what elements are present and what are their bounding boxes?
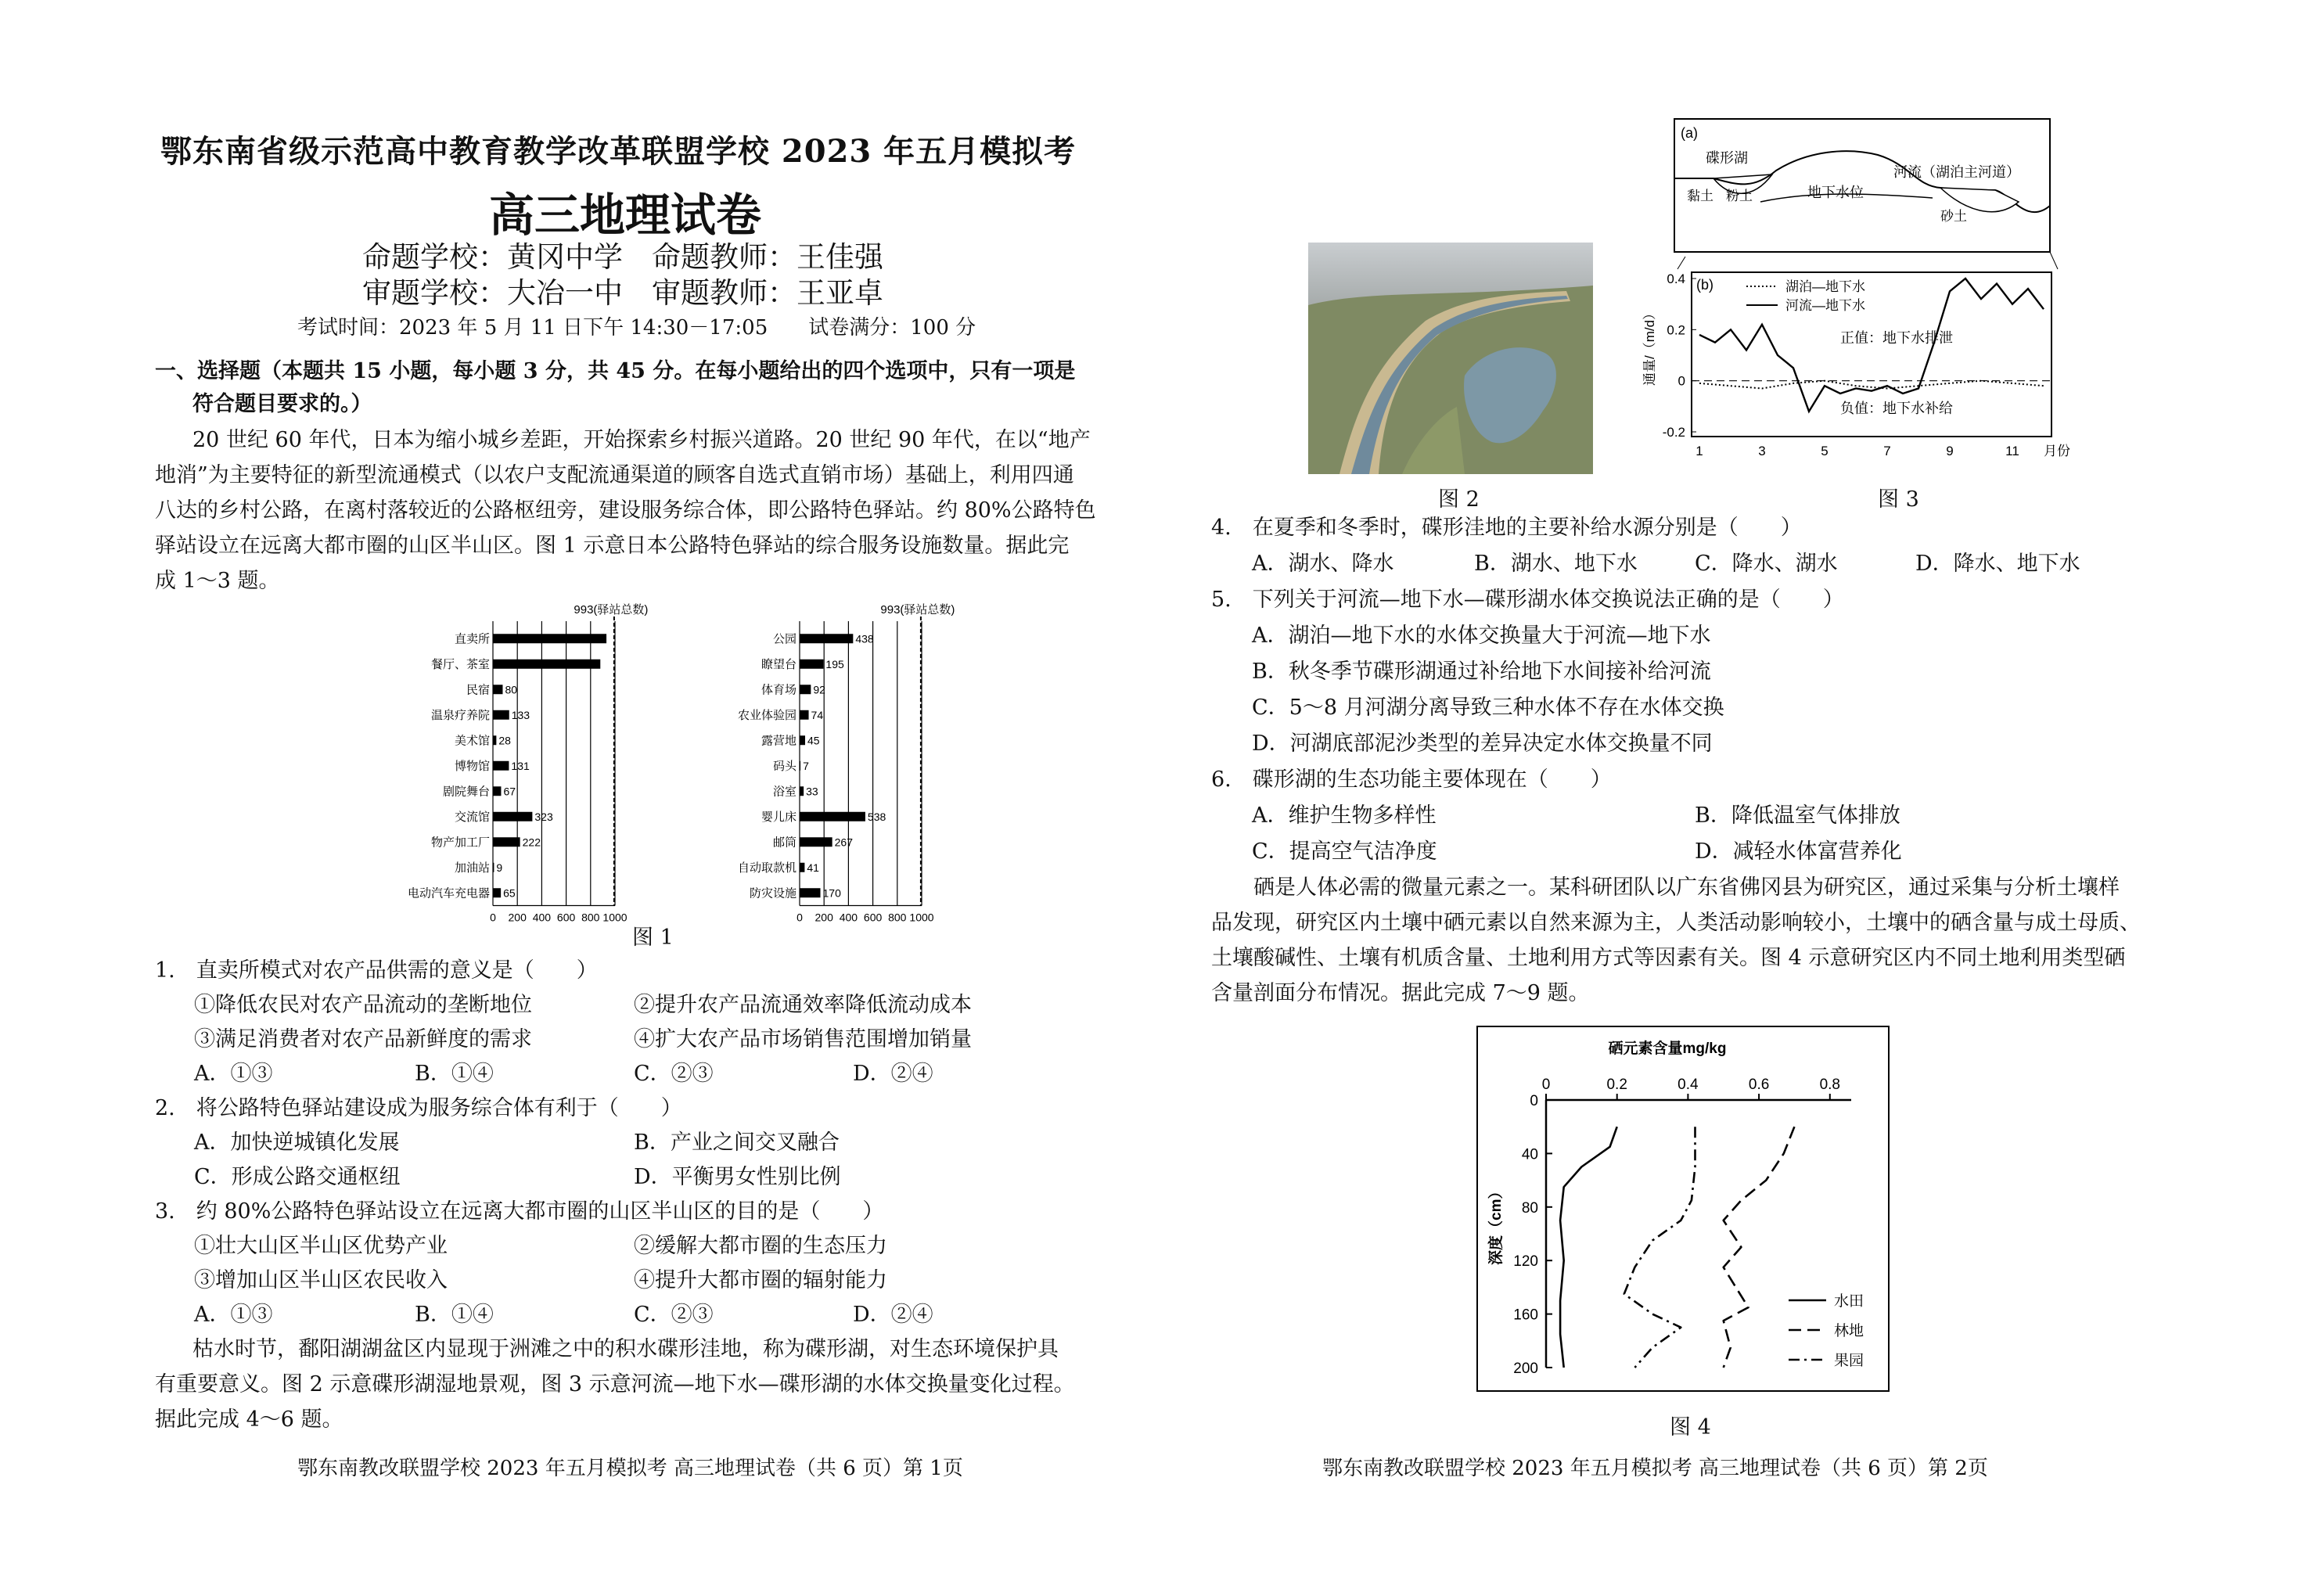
q1-statement: ②提升农产品流通效率降低流动成本 [634,993,972,1017]
data-label: 80 [505,683,518,696]
q3-stem: 3. 约 80%公路特色驿站设立在远离大都市圈的山区半山区的目的是（ ） [155,1199,884,1224]
bar [800,685,811,694]
bar [800,812,865,821]
y-axis-label: 深度（cm） [1488,1184,1505,1265]
data-label: 7 [803,759,809,772]
category-label: 加油站 [454,861,490,875]
data-label: 267 [834,836,854,849]
y-tick-label: 40 [1521,1146,1538,1163]
x-tick-label: 200 [814,911,833,924]
y-tick-label: 120 [1513,1253,1538,1271]
panel-b-label: (b) [1696,277,1713,293]
category-label: 物产加工厂 [430,836,490,850]
q6-option-b[interactable]: B．降低温室气体排放 [1695,803,1900,828]
figure-1-caption: 图 1 [632,926,674,950]
x-tick-label: 600 [556,911,576,924]
q1-option-c[interactable]: C．②③ [634,1062,714,1086]
q6-option-c[interactable]: C．提高空气洁净度 [1252,839,1437,864]
passage-line: 20 世纪 60 年代，日本为缩小城乡差距，开始探索乡村振兴道路。20 世纪 90 年代，在以“地产 [192,428,1091,452]
x-tick-label: 1 [1695,444,1703,458]
data-label: 438 [855,632,874,645]
section-heading: 一、选择题（本题共 15 小题，每小题 3 分，共 45 分。在每小题给出的四个选项中，只有一项是 [155,359,1076,383]
q5-stem: 5. 下列关于河流—地下水—碟形湖水体交换说法正确的是（ ） [1211,588,1844,612]
category-label: 餐厅、茶室 [430,657,490,671]
x-tick-label: 9 [1946,444,1954,458]
sand-label: 砂土 [1940,209,1967,224]
data-label: 33 [806,785,818,798]
x-tick-label: 0.6 [1748,1077,1770,1093]
q2-option-b[interactable]: B．产业之间交叉融合 [634,1130,840,1155]
y-tick-label: 80 [1521,1199,1538,1217]
category-label: 民宿 [466,683,490,697]
category-label: 体育场 [761,683,797,697]
exam-info: 考试时间：2023 年 5 月 11 日下午 14:30－17:05 试卷满分：100 分 [297,316,976,340]
bar [493,685,502,694]
q3-option-b[interactable]: B．①④ [415,1303,494,1327]
x-tick-label: 0 [797,911,803,924]
annotation-positive: 正值：地下水排泄 [1840,330,1953,346]
bar [800,710,809,720]
reference-label: 993(驿站总数) [574,603,649,616]
dish-lake-label: 碟形湖 [1706,150,1748,166]
figure-2-photo [1308,243,1593,474]
x-tick-label: 11 [2005,444,2019,458]
exam-title: 鄂东南省级示范高中教育教学改革联盟学校 2023 年五月模拟考 [160,133,1077,170]
x-tick-label: 200 [508,911,527,924]
x-tick-label: 800 [888,911,907,924]
data-label: 131 [511,759,530,772]
category-label: 电动汽车充电器 [407,886,490,900]
bar [800,660,823,669]
reference-label: 993(驿站总数) [880,603,955,616]
q5-option-d[interactable]: D．河湖底部泥沙类型的差异决定水体交换量不同 [1252,732,1713,756]
x-tick-label: 800 [581,911,600,924]
bar [493,660,600,669]
y-tick-label: 200 [1513,1361,1538,1377]
data-label: 538 [867,810,886,823]
bar [800,888,821,897]
q2-stem: 2. 将公路特色驿站建设成为服务综合体有利于（ ） [155,1096,682,1120]
figure-2-caption: 图 2 [1438,487,1480,512]
category-label: 码头 [772,759,797,773]
q6-stem: 6. 碟形湖的生态功能主要体现在（ ） [1211,767,1612,792]
category-label: 交流馆 [454,810,490,824]
section-heading-cont: 符合题目要求的。） [192,392,372,416]
passage-line: 枯水时节，鄱阳湖湖盆区内显现于洲滩之中的积水碟形洼地，称为碟形湖，对生态环境保护具 [192,1337,1059,1361]
legend-label: 湖泊—地下水 [1785,279,1865,294]
figure-3-caption: 图 3 [1878,487,1919,512]
q3-option-a[interactable]: A．①③ [194,1303,273,1327]
q6-option-d[interactable]: D．减轻水体富营养化 [1695,839,1902,864]
panel-a-label: (a) [1681,125,1698,141]
passage-3 [1211,870,2181,1011]
q5-option-a[interactable]: A．湖泊—地下水的水体交换量大于河流—地下水 [1252,624,1711,648]
data-label: 195 [825,657,844,670]
bar [493,786,501,796]
bar [493,634,606,643]
category-label: 浴室 [772,785,797,799]
x-tick-label: 7 [1883,444,1891,458]
x-axis-label: 月份 [2044,444,2070,458]
chart-title: 硒元素含量mg/kg [1608,1041,1727,1057]
data-label: 222 [522,836,541,849]
legend-label: 水田 [1834,1293,1864,1310]
figure-4-caption: 图 4 [1670,1415,1711,1440]
q1-stem: 1. 直卖所模式对农产品供需的意义是（ ） [155,958,598,983]
bar [493,837,520,847]
q1-statement: ①降低农民对农产品流动的垄断地位 [194,993,532,1017]
bar [493,761,509,771]
bar [493,812,532,821]
x-tick-label: 0.2 [1606,1077,1627,1093]
category-label: 博物馆 [454,759,490,773]
data-label: 65 [503,886,516,900]
category-label: 自动取款机 [737,861,797,875]
q1-option-a[interactable]: A．①③ [194,1062,273,1086]
legend-label: 林地 [1834,1323,1864,1339]
y-tick-label: -0.2 [1662,425,1685,440]
footer-page-2: 鄂东南教改联盟学校 2023 年五月模拟考 高三地理试卷（共 6 页）第 2页 [1322,1457,1988,1480]
y-tick-label: 0 [1678,373,1685,389]
clay-label: 黏土 [1687,189,1713,203]
x-tick-label: 0 [1541,1077,1551,1093]
legend-label: 果园 [1834,1353,1864,1369]
silt-label: 粉土 [1726,189,1753,203]
q1-option-d[interactable]: D．②④ [853,1062,933,1086]
data-label: 170 [822,886,841,900]
q1-statement: ④扩大农产品市场销售范围增加销量 [634,1027,972,1051]
y-tick-label: 0 [1530,1093,1538,1109]
data-label: 41 [807,861,819,874]
category-label: 邮筒 [772,836,797,850]
connector [1678,252,2058,269]
q3-option-c[interactable]: C．②③ [634,1303,714,1327]
bar [493,863,494,872]
bar [493,735,496,745]
q1-option-b[interactable]: B．①④ [415,1062,494,1086]
category-label: 公园 [772,632,797,646]
q3-option-d[interactable]: D．②④ [853,1303,933,1327]
passage-line: 据此完成 4～6 题。 [155,1407,343,1432]
q4-option-c[interactable]: C．降水、湖水 [1695,552,1838,576]
data-label: 45 [807,734,820,747]
passage-line: 成 1～3 题。 [155,569,280,593]
y-tick-label: 0.2 [1667,322,1685,338]
reviewer-line: 审题学校：大冶一中 审题教师：王亚卓 [362,276,883,310]
x-tick-label: 0 [490,911,496,924]
category-label: 瞭望台 [761,657,797,671]
legend-label: 河流—地下水 [1785,298,1865,313]
data-label: 92 [813,683,825,696]
q2-option-a[interactable]: A．加快逆城镇化发展 [194,1130,400,1155]
category-label: 农业体验园 [737,708,797,722]
setter-line: 命题学校：黄冈中学 命题教师：王佳强 [362,240,883,274]
x-tick-label: 400 [839,911,858,924]
passage-line: 地消”为主要特征的新型流通模式（以农户支配流通渠道的顾客自选式直销市场）基础上，利用四通 [155,463,1074,487]
category-label: 温泉疗养院 [430,708,490,722]
category-label: 直卖所 [454,632,490,646]
bar [800,735,805,745]
data-label: 323 [534,810,553,823]
bar [800,837,832,847]
bar [800,863,804,872]
footer-page-1: 鄂东南教改联盟学校 2023 年五月模拟考 高三地理试卷（共 6 页）第 1页 [297,1457,963,1480]
passage-line: 土壤酸碱性、土壤有机质含量、土地利用方式等因素有关。图 4 示意研究区内不同土地利用类型硒 [1211,946,2126,970]
bar [493,888,501,897]
data-label: 28 [498,734,511,747]
data-label: 9 [496,861,503,874]
x-tick-label: 1000 [602,911,627,924]
q2-option-d[interactable]: D．平衡男女性别比例 [634,1165,841,1189]
passage-line: 品发现，研究区内土壤中硒元素以自然来源为主，人类活动影响较小，土壤中的硒含量与成土母质、 [1211,911,2141,935]
q4-stem: 4. 在夏季和冬季时，碟形洼地的主要补给水源分别是（ ） [1211,516,1802,540]
q5-option-b[interactable]: B．秋冬季节碟形湖通过补给地下水间接补给河流 [1252,660,1711,684]
passage-line: 有重要意义。图 2 示意碟形湖湿地景观，图 3 示意河流—地下水—碟形湖的水体交换量变化过程。 [155,1372,1075,1396]
q2-option-c[interactable]: C．形成公路交通枢纽 [194,1165,401,1189]
category-label: 婴儿床 [761,810,797,824]
river-label: 河流（湖泊主河道） [1893,164,2020,180]
passage-line: 八达的乡村公路，在离村落较近的公路枢纽旁，建设服务综合体，即公路特色驿站。约 80%公路特色 [155,498,1096,523]
q3-statement: ②缓解大都市圈的生态压力 [634,1234,887,1258]
x-tick-label: 1000 [909,911,934,924]
bar [800,634,853,643]
q6-option-a[interactable]: A．维护生物多样性 [1252,803,1437,828]
annotation-negative: 负值：地下水补给 [1840,401,1953,416]
passage-line: 含量剖面分布情况。据此完成 7～9 题。 [1211,981,1590,1005]
category-label: 剧院舞台 [442,785,490,799]
data-label: 74 [811,708,824,721]
q3-statement: ①壮大山区半山区优势产业 [194,1234,448,1258]
bar [800,786,804,796]
data-label: 67 [503,785,516,798]
subject-title: 高三地理试卷 [489,189,762,242]
q3-statement: ④提升大都市圈的辐射能力 [634,1268,887,1292]
passage-2 [155,1332,1117,1437]
category-label: 防灾设施 [749,886,797,900]
passage-1 [155,422,1117,598]
q4-option-b[interactable]: B．湖水、地下水 [1474,552,1638,576]
figure-1-chart [383,595,1135,923]
bar [493,710,509,720]
groundwater-label: 地下水位 [1807,185,1864,200]
x-tick-label: 400 [532,911,552,924]
x-tick-label: 5 [1821,444,1829,458]
passage-line: 硒是人体必需的微量元素之一。某科研团队以广东省佛冈县为研究区，通过采集与分析土壤样 [1253,875,2120,900]
y-tick-label: 0.4 [1667,271,1685,286]
x-tick-label: 3 [1758,444,1766,458]
q5-option-c[interactable]: C．5～8 月河湖分离导致三种水体不存在水体交换 [1252,696,1724,720]
figure-3 [1642,116,2070,468]
figure-4-chart [1476,1025,1890,1393]
q4-option-a[interactable]: A．湖水、降水 [1252,552,1394,576]
q3-statement: ③增加山区半山区农民收入 [194,1268,448,1292]
y-axis-label: 通量/（m/d） [1642,306,1657,386]
q1-statement: ③满足消费者对农产品新鲜度的需求 [194,1027,532,1051]
y-tick-label: 160 [1513,1307,1538,1324]
category-label: 露营地 [761,734,797,748]
x-tick-label: 600 [863,911,883,924]
data-label: 133 [511,708,530,721]
passage-line: 驿站设立在远离大都市圈的山区半山区。图 1 示意日本公路特色驿站的综合服务设施数量。据此完 [155,534,1070,558]
x-tick-label: 0.8 [1819,1077,1841,1093]
x-tick-label: 0.4 [1678,1077,1699,1093]
category-label: 美术馆 [454,734,490,748]
q4-option-d[interactable]: D．降水、地下水 [1915,552,2080,576]
